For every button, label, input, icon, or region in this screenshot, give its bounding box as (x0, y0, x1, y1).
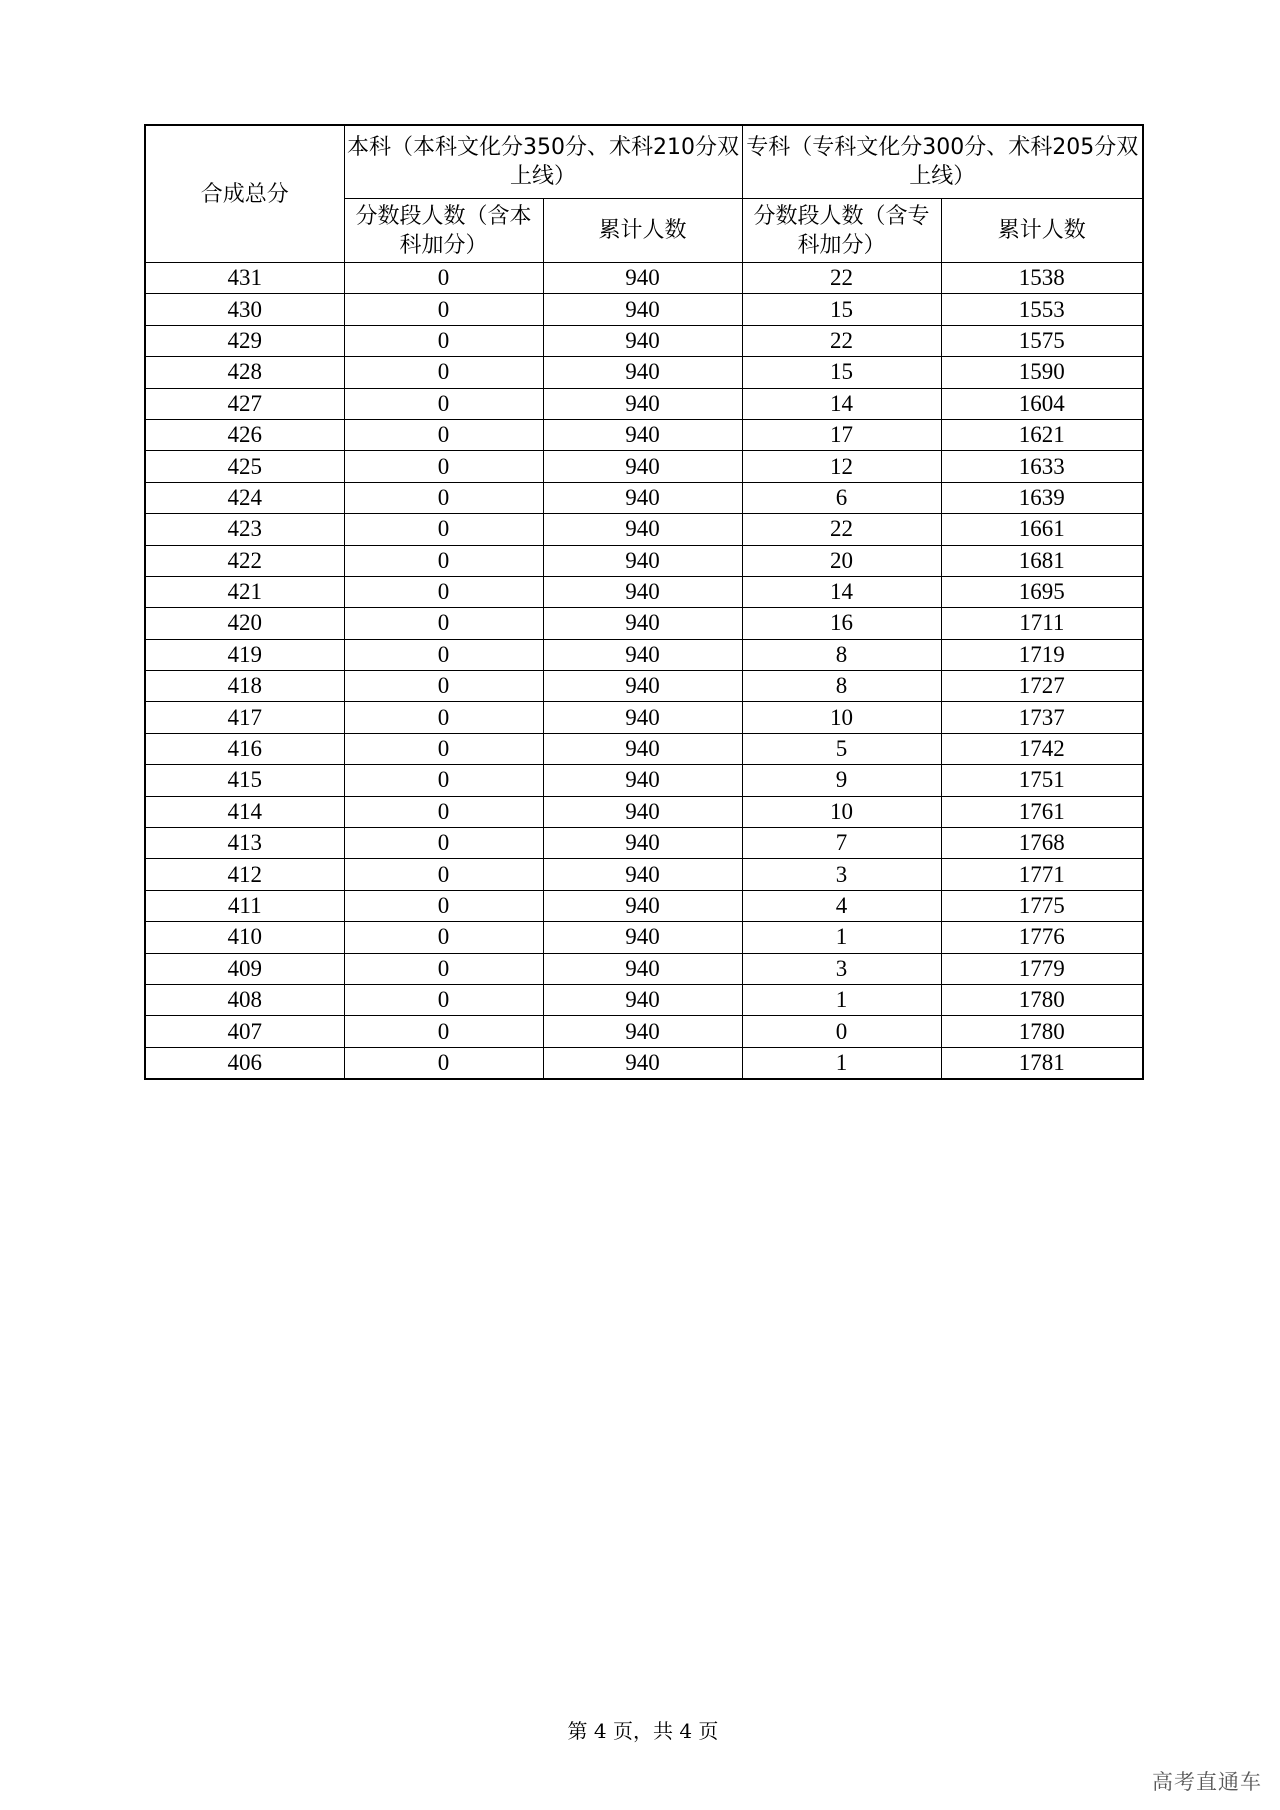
cell-undergrad-cumulative: 940 (543, 702, 742, 733)
cell-junior-cumulative: 1727 (941, 671, 1143, 702)
cell-undergrad-segment: 0 (344, 671, 543, 702)
page-number: 第 4 页，共 4 页 (567, 1719, 719, 1743)
table-row (145, 922, 1143, 953)
cell-junior-segment: 8 (742, 639, 941, 670)
cell-total-score: 427 (145, 388, 344, 419)
cell-undergrad-segment: 0 (344, 514, 543, 545)
cell-junior-segment: 22 (742, 263, 941, 294)
cell-junior-segment: 12 (742, 451, 941, 482)
cell-junior-segment: 1 (742, 984, 941, 1015)
table-row (145, 1047, 1143, 1079)
cell-undergrad-segment: 0 (344, 765, 543, 796)
cell-undergrad-cumulative: 940 (543, 922, 742, 953)
table-row (145, 608, 1143, 639)
cell-total-score: 422 (145, 545, 344, 576)
cell-undergrad-cumulative: 940 (543, 1047, 742, 1079)
score-distribution-table (144, 124, 1144, 1080)
cell-total-score: 431 (145, 263, 344, 294)
cell-total-score: 412 (145, 859, 344, 890)
cell-junior-cumulative: 1780 (941, 1016, 1143, 1047)
cell-undergrad-segment: 0 (344, 859, 543, 890)
table-row (145, 796, 1143, 827)
cell-undergrad-cumulative: 940 (543, 953, 742, 984)
cell-undergrad-segment: 0 (344, 419, 543, 450)
table-row (145, 733, 1143, 764)
table-row (145, 671, 1143, 702)
cell-undergrad-cumulative: 940 (543, 608, 742, 639)
cell-undergrad-cumulative: 940 (543, 325, 742, 356)
cell-junior-cumulative: 1590 (941, 357, 1143, 388)
cell-junior-cumulative: 1553 (941, 294, 1143, 325)
cell-junior-cumulative: 1780 (941, 984, 1143, 1015)
cell-junior-cumulative: 1695 (941, 576, 1143, 607)
cell-total-score: 415 (145, 765, 344, 796)
cell-undergrad-cumulative: 940 (543, 765, 742, 796)
table-row (145, 388, 1143, 419)
cell-total-score: 408 (145, 984, 344, 1015)
cell-undergrad-segment: 0 (344, 796, 543, 827)
cell-total-score: 407 (145, 1016, 344, 1047)
cell-junior-segment: 4 (742, 890, 941, 921)
cell-undergrad-segment: 0 (344, 482, 543, 513)
table-header (145, 125, 1143, 263)
table-row (145, 514, 1143, 545)
cell-total-score: 421 (145, 576, 344, 607)
cell-junior-cumulative: 1711 (941, 608, 1143, 639)
cell-junior-segment: 9 (742, 765, 941, 796)
cell-undergrad-cumulative: 940 (543, 576, 742, 607)
cell-junior-segment: 10 (742, 796, 941, 827)
cell-total-score: 417 (145, 702, 344, 733)
cell-undergrad-cumulative: 940 (543, 1016, 742, 1047)
cell-total-score: 423 (145, 514, 344, 545)
cell-junior-cumulative: 1681 (941, 545, 1143, 576)
cell-undergrad-cumulative: 940 (543, 388, 742, 419)
cell-undergrad-cumulative: 940 (543, 545, 742, 576)
cell-junior-segment: 17 (742, 419, 941, 450)
cell-junior-segment: 3 (742, 953, 941, 984)
cell-undergrad-cumulative: 940 (543, 419, 742, 450)
table-row (145, 482, 1143, 513)
cell-junior-cumulative: 1661 (941, 514, 1143, 545)
table-row (145, 765, 1143, 796)
table-row (145, 890, 1143, 921)
header-undergrad-cumulative: 累计人数 (543, 199, 742, 263)
cell-undergrad-cumulative: 940 (543, 451, 742, 482)
cell-undergrad-segment: 0 (344, 294, 543, 325)
cell-total-score: 420 (145, 608, 344, 639)
cell-junior-cumulative: 1776 (941, 922, 1143, 953)
cell-junior-segment: 6 (742, 482, 941, 513)
table-row (145, 576, 1143, 607)
cell-junior-segment: 14 (742, 576, 941, 607)
cell-junior-cumulative: 1633 (941, 451, 1143, 482)
cell-undergrad-segment: 0 (344, 702, 543, 733)
cell-undergrad-segment: 0 (344, 733, 543, 764)
cell-total-score: 419 (145, 639, 344, 670)
cell-undergrad-cumulative: 940 (543, 828, 742, 859)
cell-total-score: 406 (145, 1047, 344, 1079)
table-row (145, 419, 1143, 450)
cell-junior-cumulative: 1538 (941, 263, 1143, 294)
table-row (145, 984, 1143, 1015)
cell-undergrad-segment: 0 (344, 325, 543, 356)
cell-junior-segment: 5 (742, 733, 941, 764)
cell-undergrad-cumulative: 940 (543, 294, 742, 325)
table-row (145, 828, 1143, 859)
cell-junior-segment: 1 (742, 922, 941, 953)
table-row (145, 859, 1143, 890)
cell-junior-cumulative: 1575 (941, 325, 1143, 356)
table-body (145, 263, 1143, 1080)
cell-junior-segment: 8 (742, 671, 941, 702)
cell-total-score: 413 (145, 828, 344, 859)
cell-junior-cumulative: 1751 (941, 765, 1143, 796)
table-row (145, 294, 1143, 325)
cell-undergrad-cumulative: 940 (543, 639, 742, 670)
header-junior-group: 专科（专科文化分300分、术科205分双上线） (742, 125, 1143, 199)
cell-junior-cumulative: 1781 (941, 1047, 1143, 1079)
table-row (145, 325, 1143, 356)
cell-undergrad-cumulative: 940 (543, 514, 742, 545)
cell-junior-cumulative: 1779 (941, 953, 1143, 984)
cell-junior-segment: 0 (742, 1016, 941, 1047)
cell-junior-segment: 20 (742, 545, 941, 576)
table-row (145, 639, 1143, 670)
cell-junior-cumulative: 1639 (941, 482, 1143, 513)
table-row (145, 357, 1143, 388)
header-junior-segment: 分数段人数（含专科加分） (742, 199, 941, 263)
cell-undergrad-segment: 0 (344, 388, 543, 419)
cell-undergrad-segment: 0 (344, 953, 543, 984)
cell-junior-segment: 15 (742, 357, 941, 388)
cell-junior-cumulative: 1768 (941, 828, 1143, 859)
header-undergrad-group: 本科（本科文化分350分、术科210分双上线） (344, 125, 742, 199)
cell-total-score: 416 (145, 733, 344, 764)
cell-total-score: 428 (145, 357, 344, 388)
cell-undergrad-segment: 0 (344, 1047, 543, 1079)
cell-total-score: 426 (145, 419, 344, 450)
cell-junior-segment: 10 (742, 702, 941, 733)
cell-undergrad-segment: 0 (344, 639, 543, 670)
cell-undergrad-segment: 0 (344, 984, 543, 1015)
cell-junior-segment: 15 (742, 294, 941, 325)
cell-total-score: 409 (145, 953, 344, 984)
table-row (145, 451, 1143, 482)
cell-total-score: 410 (145, 922, 344, 953)
cell-total-score: 414 (145, 796, 344, 827)
cell-undergrad-segment: 0 (344, 890, 543, 921)
cell-junior-cumulative: 1604 (941, 388, 1143, 419)
header-undergrad-segment: 分数段人数（含本科加分） (344, 199, 543, 263)
cell-undergrad-cumulative: 940 (543, 263, 742, 294)
table-row (145, 953, 1143, 984)
cell-junior-segment: 22 (742, 514, 941, 545)
table-row (145, 1016, 1143, 1047)
cell-total-score: 425 (145, 451, 344, 482)
cell-junior-segment: 3 (742, 859, 941, 890)
cell-undergrad-segment: 0 (344, 608, 543, 639)
cell-undergrad-segment: 0 (344, 828, 543, 859)
table-row (145, 702, 1143, 733)
cell-undergrad-segment: 0 (344, 922, 543, 953)
cell-total-score: 411 (145, 890, 344, 921)
cell-junior-segment: 7 (742, 828, 941, 859)
cell-junior-segment: 14 (742, 388, 941, 419)
header-total-score: 合成总分 (145, 125, 344, 263)
cell-undergrad-segment: 0 (344, 451, 543, 482)
cell-junior-segment: 1 (742, 1047, 941, 1079)
cell-junior-cumulative: 1775 (941, 890, 1143, 921)
cell-undergrad-cumulative: 940 (543, 984, 742, 1015)
watermark-logo-text: 高考直通车 (1152, 1770, 1262, 1794)
cell-undergrad-cumulative: 940 (543, 890, 742, 921)
cell-junior-segment: 16 (742, 608, 941, 639)
cell-undergrad-segment: 0 (344, 1016, 543, 1047)
cell-junior-cumulative: 1761 (941, 796, 1143, 827)
table-row (145, 545, 1143, 576)
cell-total-score: 418 (145, 671, 344, 702)
cell-undergrad-segment: 0 (344, 357, 543, 388)
cell-undergrad-cumulative: 940 (543, 671, 742, 702)
cell-undergrad-cumulative: 940 (543, 796, 742, 827)
cell-junior-cumulative: 1621 (941, 419, 1143, 450)
cell-undergrad-cumulative: 940 (543, 733, 742, 764)
table-row (145, 263, 1143, 294)
header-junior-cumulative: 累计人数 (941, 199, 1143, 263)
cell-undergrad-cumulative: 940 (543, 859, 742, 890)
cell-undergrad-cumulative: 940 (543, 482, 742, 513)
cell-junior-cumulative: 1771 (941, 859, 1143, 890)
cell-junior-cumulative: 1742 (941, 733, 1143, 764)
cell-undergrad-segment: 0 (344, 263, 543, 294)
cell-junior-segment: 22 (742, 325, 941, 356)
cell-junior-cumulative: 1719 (941, 639, 1143, 670)
cell-total-score: 429 (145, 325, 344, 356)
cell-junior-cumulative: 1737 (941, 702, 1143, 733)
cell-undergrad-cumulative: 940 (543, 357, 742, 388)
cell-undergrad-segment: 0 (344, 576, 543, 607)
cell-undergrad-segment: 0 (344, 545, 543, 576)
cell-total-score: 424 (145, 482, 344, 513)
cell-total-score: 430 (145, 294, 344, 325)
